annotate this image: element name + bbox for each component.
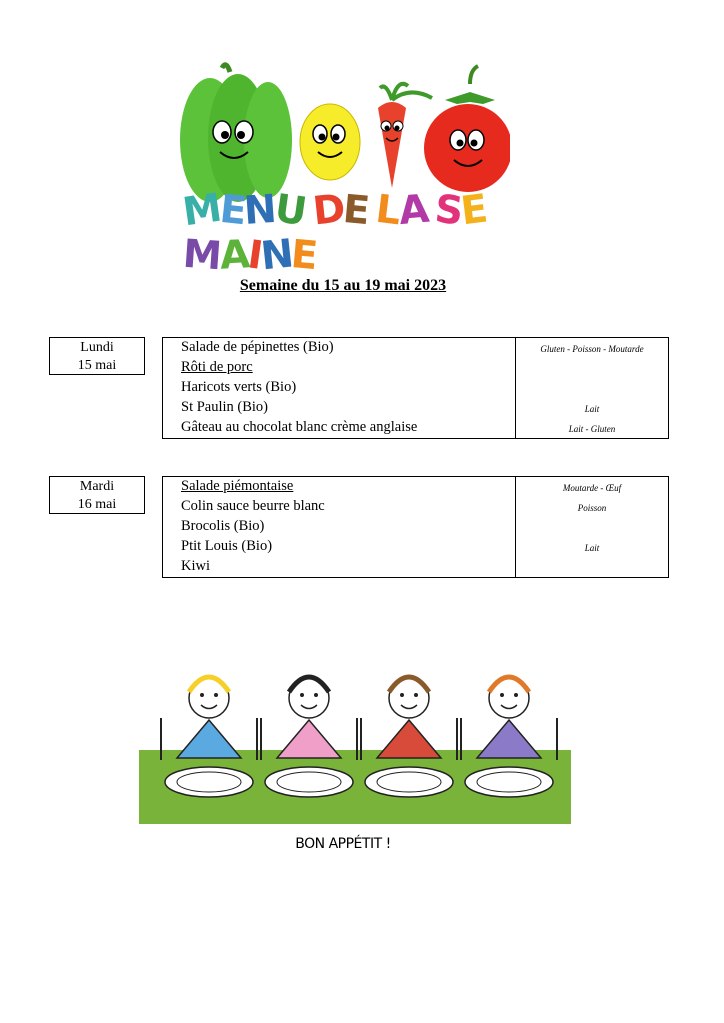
children-meal-illustration — [139, 648, 571, 824]
logo-letter: A — [218, 232, 250, 279]
menu-logo-lettering — [180, 185, 513, 280]
dish: Gâteau au chocolat blanc crème anglaise — [163, 418, 516, 438]
carrot-character — [378, 84, 432, 188]
closing-text: BON APPÉTIT ! — [295, 836, 391, 852]
logo-letter: S — [432, 186, 464, 235]
dish: Ptit Louis (Bio) — [163, 537, 516, 557]
logo-letter: U — [272, 186, 308, 235]
child-figure — [461, 678, 557, 797]
child-figure — [261, 678, 357, 797]
logo-letter: M — [180, 185, 223, 236]
child-figure — [361, 678, 457, 797]
dish: Colin sauce beurre blanc — [163, 497, 516, 517]
dish: Haricots verts (Bio) — [163, 378, 516, 398]
logo-letter: E — [341, 187, 370, 234]
logo-letter: D — [310, 186, 346, 235]
allergens: Moutarde - Œuf — [562, 483, 622, 493]
day-label-box — [49, 476, 145, 514]
dish: Salade de pépinettes (Bio) — [163, 338, 516, 358]
day-date: 15 mai — [77, 358, 117, 373]
logo-letter: E — [217, 186, 247, 235]
logo-letter: E — [458, 186, 489, 235]
dish: Kiwi — [163, 557, 516, 577]
menu-row — [163, 398, 668, 418]
allergens — [516, 557, 668, 577]
allergens — [516, 358, 668, 378]
allergens — [516, 517, 668, 537]
lemon-character — [300, 104, 360, 180]
menu-row — [163, 557, 668, 577]
logo-letter: L — [373, 186, 402, 235]
menu-row — [163, 338, 668, 358]
day-name: Lundi — [80, 340, 114, 355]
day-date: 16 mai — [77, 497, 117, 512]
allergens: Lait — [584, 404, 600, 414]
logo-letter: N — [258, 231, 294, 280]
menu-row — [163, 477, 668, 497]
menu-row — [163, 378, 668, 398]
allergens — [516, 378, 668, 398]
week-title: Semaine du 15 au 19 mai 2023 — [239, 277, 447, 294]
logo-letter: E — [289, 232, 318, 279]
logo-letter: M — [181, 231, 222, 280]
logo-letter: N — [242, 186, 277, 235]
menu-table-monday — [162, 337, 669, 439]
menu-table-tuesday — [162, 476, 669, 578]
menu-row — [163, 537, 668, 557]
dish: Brocolis (Bio) — [163, 517, 516, 537]
menu-row — [163, 517, 668, 537]
menu-row — [163, 418, 668, 438]
logo-letter: I — [244, 232, 264, 279]
day-name: Mardi — [79, 479, 115, 494]
pepper-character — [180, 65, 292, 202]
menu-row — [163, 358, 668, 378]
logo-letter: A — [396, 186, 429, 235]
dish: Salade piémontaise — [181, 478, 294, 494]
day-label-box — [49, 337, 145, 375]
dish: Rôti de porc — [181, 359, 253, 375]
child-figure — [161, 678, 257, 797]
dish: St Paulin (Bio) — [163, 398, 516, 418]
tomato-character — [424, 66, 510, 192]
allergens: Poisson — [577, 503, 607, 513]
allergens: Lait — [584, 543, 600, 553]
menu-row — [163, 497, 668, 517]
allergens: Lait - Gluten — [568, 424, 616, 434]
allergens: Gluten - Poisson - Moutarde — [540, 344, 644, 354]
